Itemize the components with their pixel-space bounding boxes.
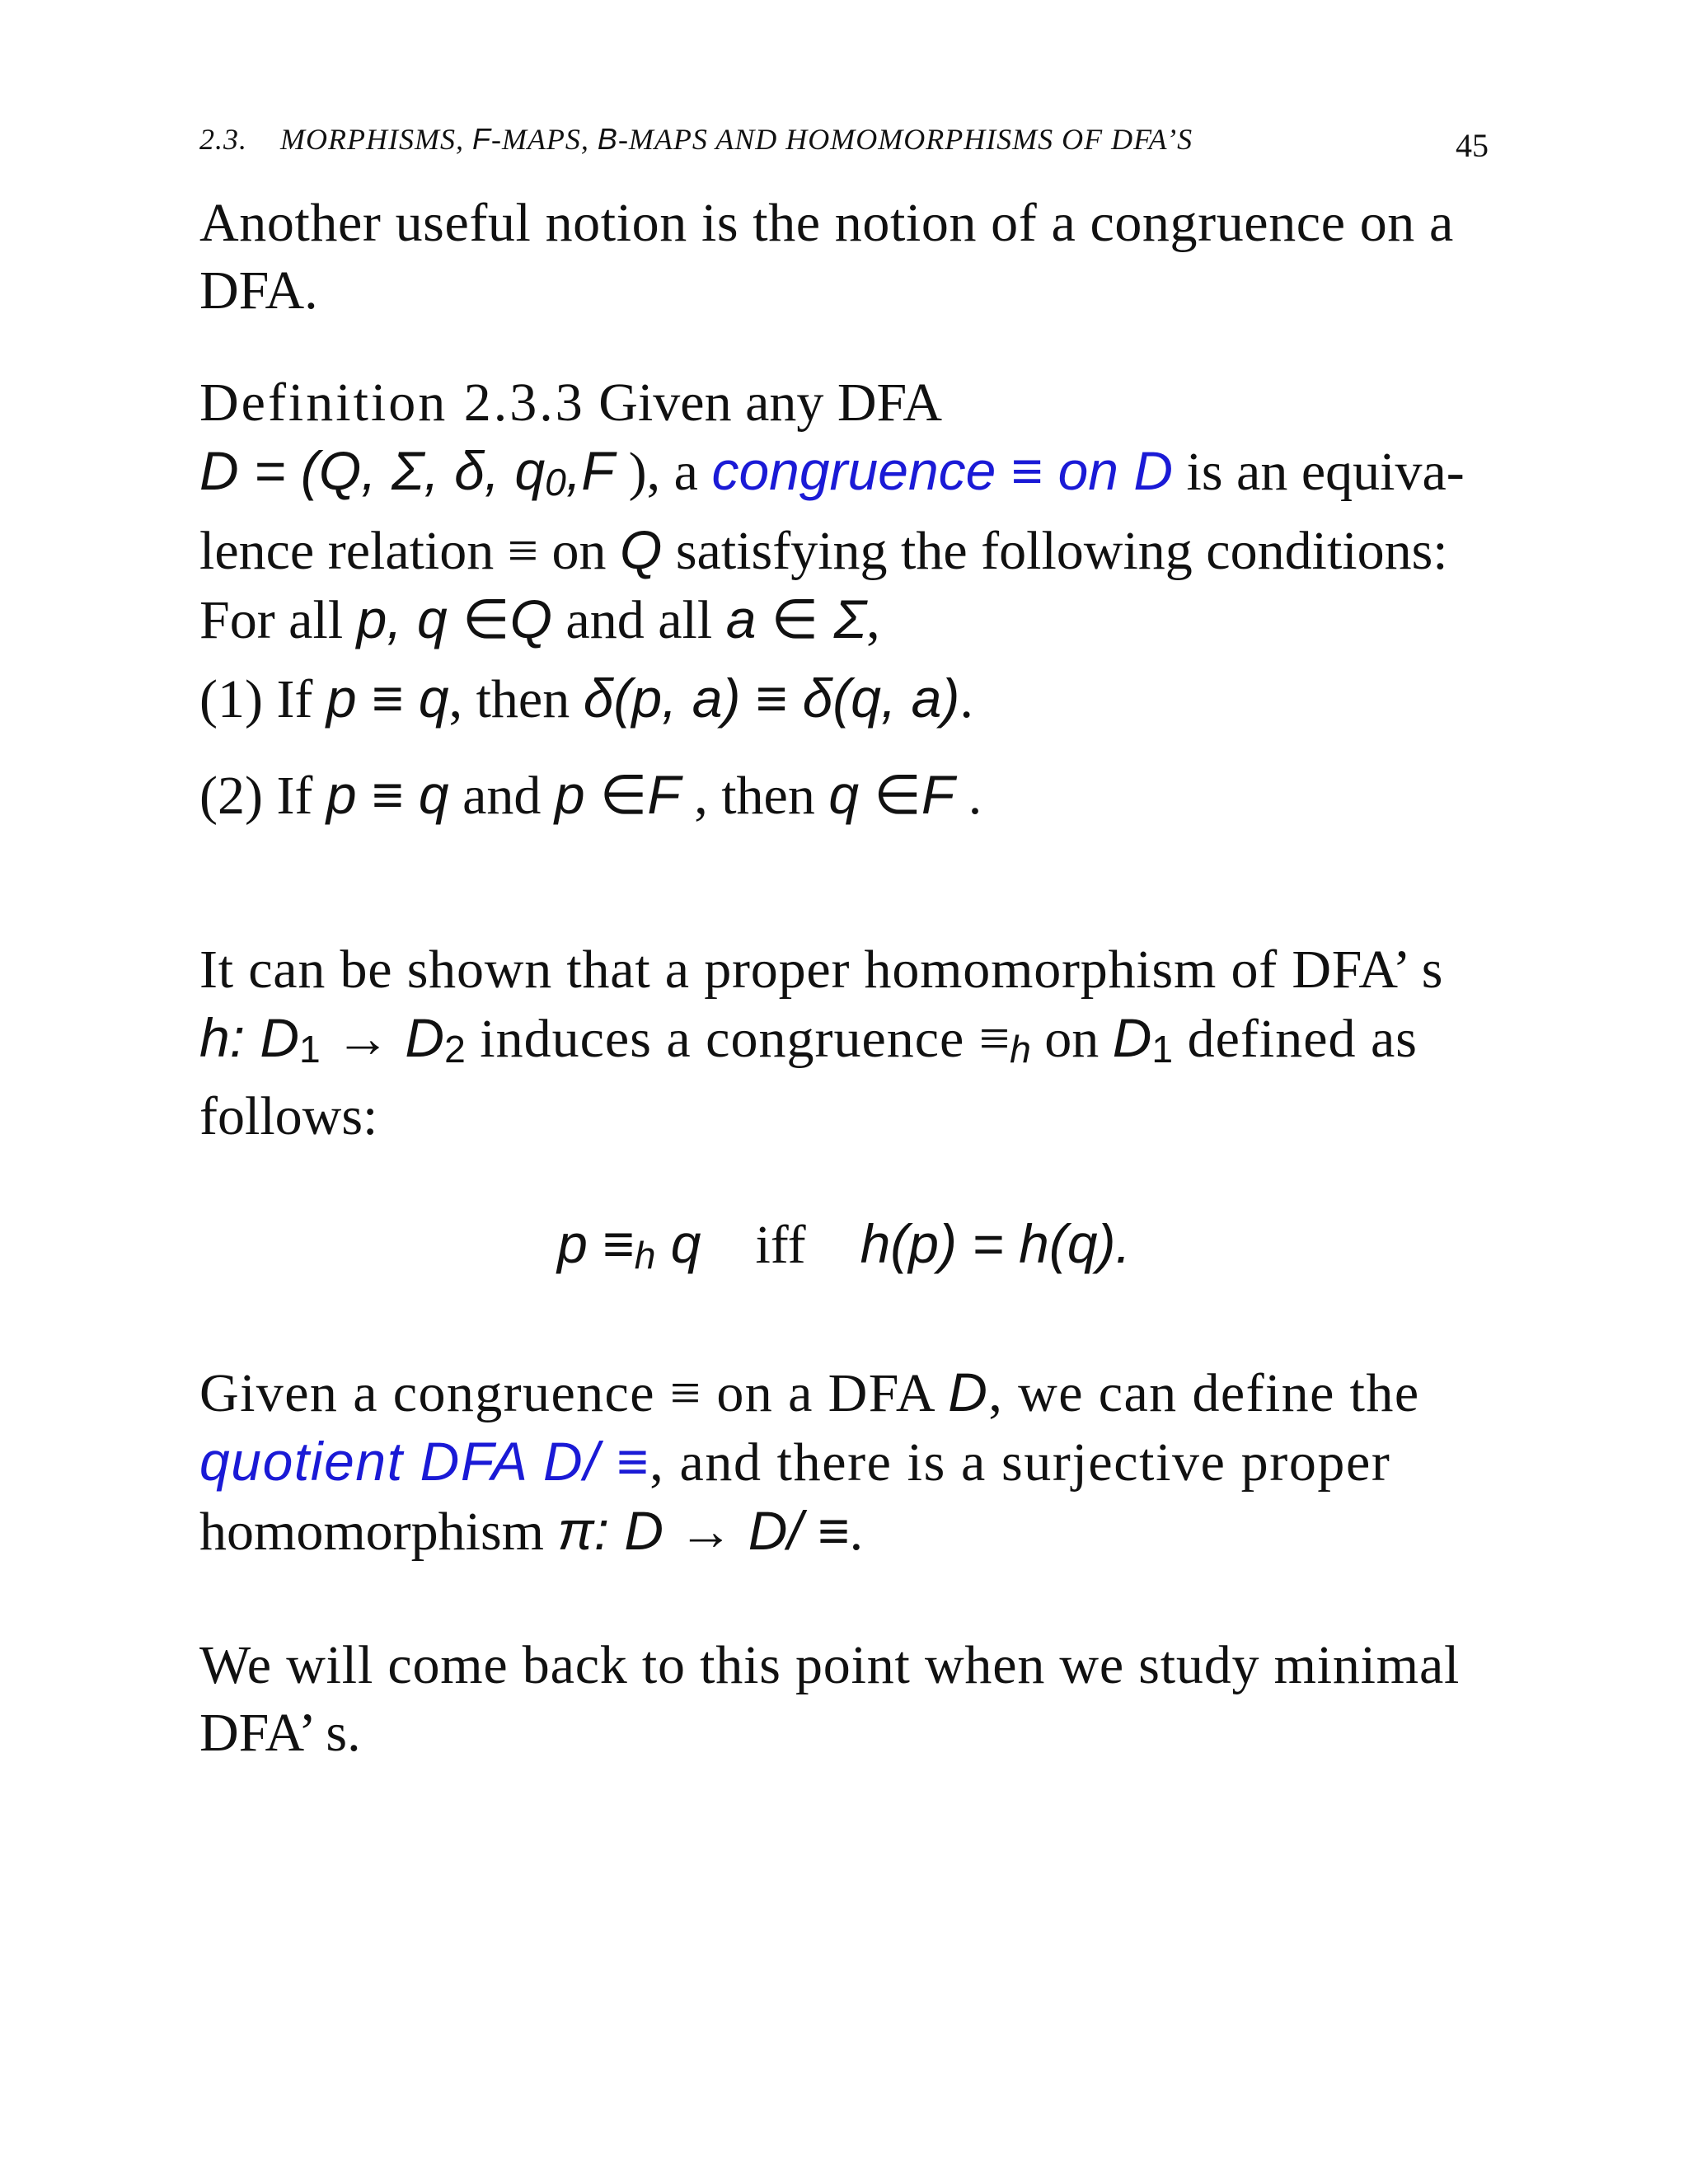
quotient-line1-a: Given a congruence ≡ on a DFA <box>199 1363 949 1423</box>
hom-d: D <box>1112 1007 1152 1068</box>
condition-2-cond: p ∈F <box>554 764 681 825</box>
condition-1-lhs: p ≡ q <box>326 668 449 729</box>
definition-line-4 <box>199 585 1490 654</box>
header-title-part2: -MAPS, <box>490 123 598 156</box>
header-title-part3: -MAPS AND HOMOMORPHISMS OF DFA’S <box>617 123 1193 156</box>
quotient-line1-b: , we can define the <box>988 1363 1420 1423</box>
definition-line4-a: For all <box>199 589 357 650</box>
hom-text-3: defined as <box>1173 1009 1418 1069</box>
header-title-b: B <box>597 122 618 156</box>
dfa-tuple: D = (Q, Σ, δ, q <box>199 440 546 501</box>
intro-paragraph <box>199 190 1490 325</box>
quotient-line-2 <box>199 1427 1490 1497</box>
definition-line-2 <box>199 437 1490 516</box>
hom-d-sub: 1 <box>1151 1027 1174 1071</box>
section-number: 2.3. <box>199 123 247 156</box>
condition-1 <box>199 664 1490 733</box>
definition-line-1 <box>199 369 1490 437</box>
intro-line-2: DFA. <box>199 260 318 321</box>
quotient-line1-d: D <box>948 1361 989 1422</box>
dfa-tuple-close: ), a <box>628 442 712 502</box>
definition-label: Definition 2.3.3 <box>199 373 585 433</box>
condition-2 <box>199 761 1490 830</box>
header-title-part1: MORPHISMS, <box>280 123 472 156</box>
congruence-term: congruence ≡ on D <box>711 440 1173 501</box>
condition-1-end: . <box>959 669 973 729</box>
intro-line-1: Another useful notion is the notion of a congruence on a <box>199 193 1454 253</box>
closing-line-2: DFA’ s. <box>199 1703 361 1763</box>
definition-line4-end: , <box>866 589 880 650</box>
definition-line3-b: satisfying the following conditions: <box>662 520 1448 581</box>
quotient-line2-b: , and there is a surjective proper <box>649 1432 1391 1493</box>
closing-paragraph <box>199 1632 1490 1767</box>
quotient-line3-a: homomorphism <box>199 1502 558 1562</box>
hom-equiv-sub: h <box>1010 1027 1031 1071</box>
hom-equiv: ≡ <box>978 1009 1010 1069</box>
condition-1-rhs: δ(p, a) ≡ δ(q, a) <box>583 668 960 729</box>
dfa-tuple-sub: 0 <box>545 460 566 504</box>
formula-lhs-sub: h <box>634 1233 656 1277</box>
quotient-term: quotient DFA D/ ≡ <box>199 1431 650 1492</box>
condition-2-rhs: q ∈F <box>828 764 955 825</box>
definition-after-term: is an equiva- <box>1173 442 1465 502</box>
definition-line3-a: lence relation ≡ on <box>199 520 621 581</box>
quotient-line3-end: . <box>849 1502 864 1562</box>
hom-sub-2: 2 <box>444 1027 466 1071</box>
definition-lead: Given any DFA <box>584 373 943 433</box>
formula-rhs: h(p) = h(q). <box>860 1213 1131 1274</box>
condition-2-mid2: , then <box>680 766 829 826</box>
definition-line4-pq: p, q ∈Q <box>356 588 552 649</box>
hom-arrow: → D <box>320 1007 445 1068</box>
condition-2-mid: and <box>448 766 555 826</box>
definition-line4-b: and all <box>551 589 726 650</box>
homomorphism-paragraph <box>199 936 1490 1151</box>
formula-lhs: p ≡ <box>557 1213 635 1274</box>
definition-block <box>199 369 1490 654</box>
condition-2-end: . <box>954 766 982 826</box>
hom-sub-1: 1 <box>299 1027 321 1071</box>
page-number: 45 <box>1456 127 1489 164</box>
quotient-line-1 <box>199 1358 1490 1427</box>
hom-text: induces a congruence <box>465 1009 979 1069</box>
formula-iff: iff <box>755 1215 806 1275</box>
closing-line-1: We will come back to this point when we study minimal <box>199 1635 1461 1695</box>
quotient-line-3 <box>199 1497 1490 1566</box>
hom-h: h: D <box>199 1007 300 1068</box>
dfa-tuple-end: ,F <box>565 440 629 501</box>
definition-line4-a-sym: a ∈ Σ <box>725 588 867 649</box>
running-head <box>199 122 1193 157</box>
condition-1-num: (1) If <box>199 669 326 729</box>
homomorphism-line-3: follows: <box>199 1085 378 1146</box>
definition-line3-q: Q <box>620 518 663 580</box>
homomorphism-line-2 <box>199 1004 1490 1083</box>
header-title-f: F <box>471 122 491 156</box>
quotient-map: π: D → D/ ≡ <box>557 1500 850 1561</box>
quotient-paragraph <box>199 1358 1490 1566</box>
hom-text-2: on <box>1030 1009 1113 1069</box>
homomorphism-line-1: It can be shown that a proper homomorphism of DFA’ s <box>199 940 1444 1000</box>
condition-2-lhs: p ≡ q <box>326 764 449 825</box>
definition-line-3 <box>199 516 1490 585</box>
congruence-formula <box>0 1210 1688 1289</box>
formula-lhs-q: q <box>655 1213 701 1274</box>
condition-1-mid: , then <box>448 669 584 729</box>
condition-2-num: (2) If <box>199 766 326 826</box>
